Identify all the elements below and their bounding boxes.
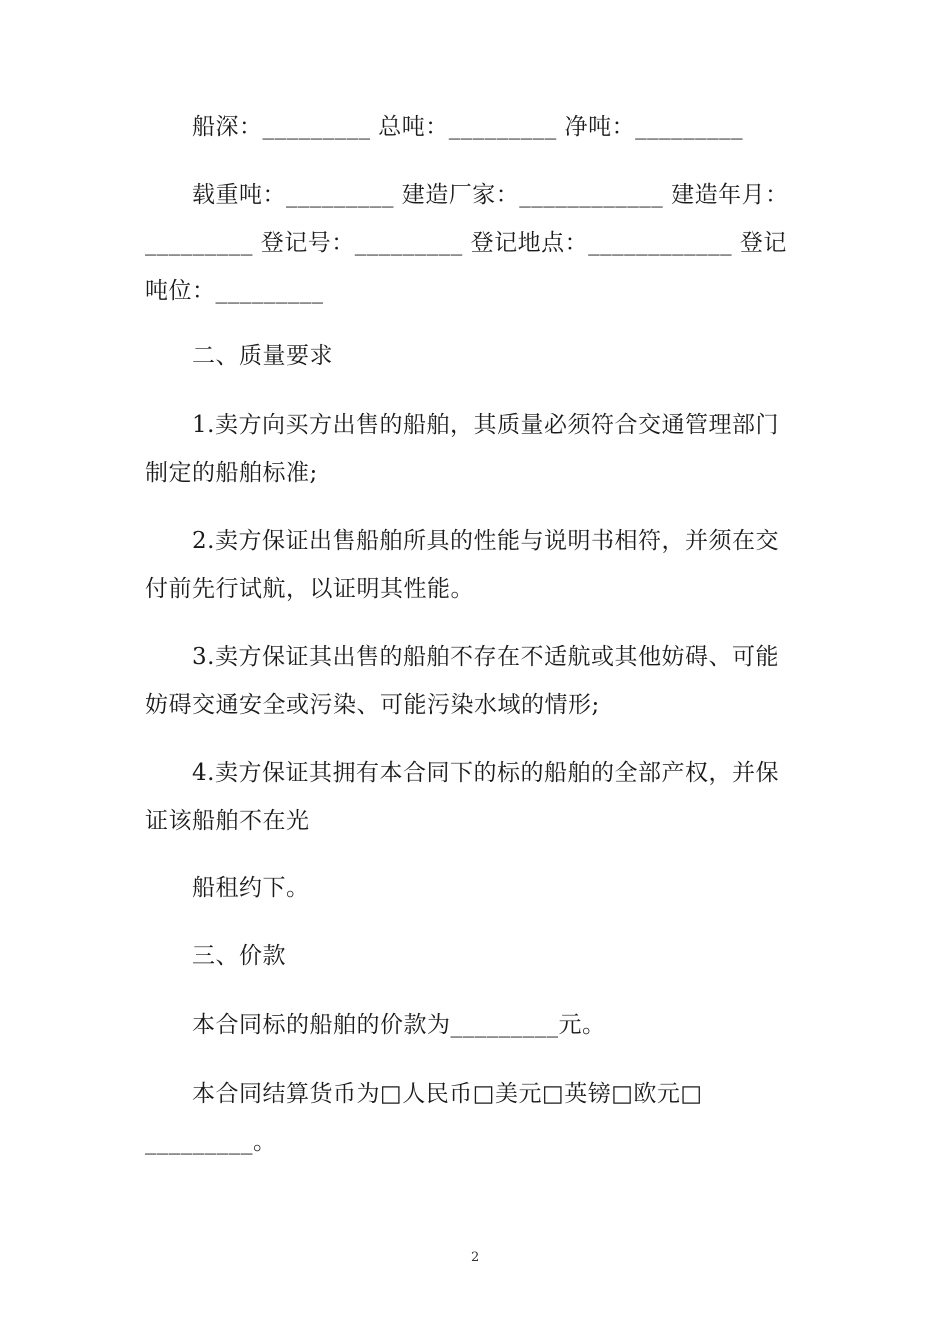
text-line-currency-cont: _________。	[145, 1129, 277, 1155]
text-line-item4: 4.卖方保证其拥有本合同下的标的船舶的全部产权，并保	[192, 760, 779, 786]
text-line-deadweight: 载重吨：_________ 建造厂家：____________ 建造年月：	[192, 182, 789, 208]
text-line-item3-cont: 妨碍交通安全或污染、可能污染水域的情形;	[145, 692, 600, 718]
text-line-hull-depth: 船深：_________ 总吨：_________ 净吨：_________	[192, 114, 744, 140]
text-line-item4-cont: 证该船舶不在光	[145, 808, 310, 834]
page-number: 2	[471, 1250, 480, 1265]
text-line-charter: 船租约下。	[192, 875, 310, 901]
text-line-item3: 3.卖方保证其出售的船舶不存在不适航或其他妨碍、可能	[192, 644, 779, 670]
text-line-registration: _________ 登记号：_________ 登记地点：____________ 登记	[145, 230, 787, 256]
section-heading-price: 三、价款	[192, 943, 286, 969]
text-line-item2: 2.卖方保证出售船舶所具的性能与说明书相符，并须在交	[192, 528, 779, 554]
text-line-item1-cont: 制定的船舶标准;	[145, 460, 318, 486]
text-line-item2-cont: 付前先行试航，以证明其性能。	[145, 576, 474, 602]
text-line-currency: 本合同结算货币为□人民币□美元□英镑□欧元□	[192, 1081, 703, 1107]
section-heading-quality: 二、质量要求	[192, 343, 333, 369]
text-line-tonnage: 吨位：_________	[145, 278, 324, 304]
text-line-price: 本合同标的船舶的价款为_________元。	[192, 1012, 606, 1038]
text-line-item1: 1.卖方向买方出售的船舶，其质量必须符合交通管理部门	[192, 412, 779, 438]
